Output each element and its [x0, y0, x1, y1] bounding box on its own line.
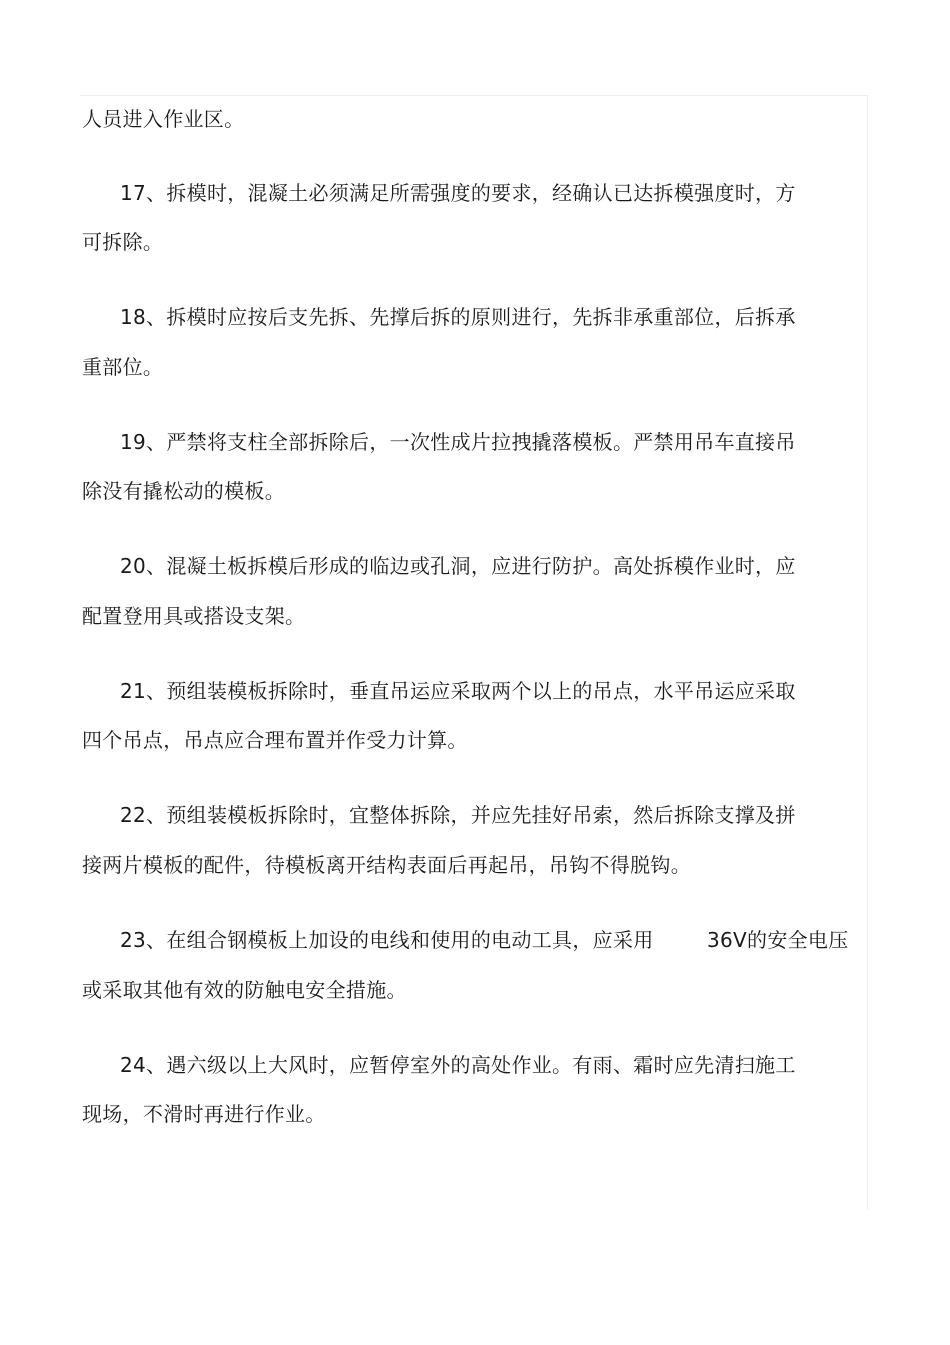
- item-20-line-2: 配置登用具或搭设支架。: [82, 604, 306, 628]
- item-22-line-2: 接两片模板的配件，待模板离开结构表面后再起吊，吊钩不得脱钩。: [82, 853, 691, 877]
- paragraph-intro-tail: 人员进入作业区。: [82, 107, 245, 131]
- item-20-line-1: 20、混凝土板拆模后形成的临边或孔洞，应进行防护。高处拆模作业时，应: [120, 554, 796, 578]
- item-23-line-1: 23、在组合钢模板上加设的电线和使用的电动工具，应采用: [120, 928, 654, 952]
- item-23-line-2: 或采取其他有效的防触电安全措施。: [82, 978, 407, 1002]
- item-23-line-1-tail: 36V的安全电压: [707, 928, 849, 952]
- page-border: [80, 95, 868, 1210]
- item-17-line-1: 17、拆模时，混凝土必须满足所需强度的要求，经确认已达拆模强度时，方: [120, 181, 796, 205]
- item-19-line-1: 19、严禁将支柱全部拆除后，一次性成片拉拽撬落模板。严禁用吊车直接吊: [120, 430, 796, 454]
- item-18-line-1: 18、拆模时应按后支先拆、先撑后拆的原则进行，先拆非承重部位，后拆承: [120, 305, 796, 329]
- item-18-line-2: 重部位。: [82, 355, 164, 379]
- item-22-line-1: 22、预组装模板拆除时，宜整体拆除，并应先挂好吊索，然后拆除支撑及拼: [120, 803, 796, 827]
- item-19-line-2: 除没有撬松动的模板。: [82, 479, 285, 503]
- item-21-line-2: 四个吊点，吊点应合理布置并作受力计算。: [82, 728, 468, 752]
- item-17-line-2: 可拆除。: [82, 230, 164, 254]
- item-21-line-1: 21、预组装模板拆除时，垂直吊运应采取两个以上的吊点，水平吊运应采取: [120, 679, 796, 703]
- item-24-line-2: 现场，不滑时再进行作业。: [82, 1102, 326, 1126]
- item-24-line-1: 24、遇六级以上大风时，应暂停室外的高处作业。有雨、霜时应先清扫施工: [120, 1053, 796, 1077]
